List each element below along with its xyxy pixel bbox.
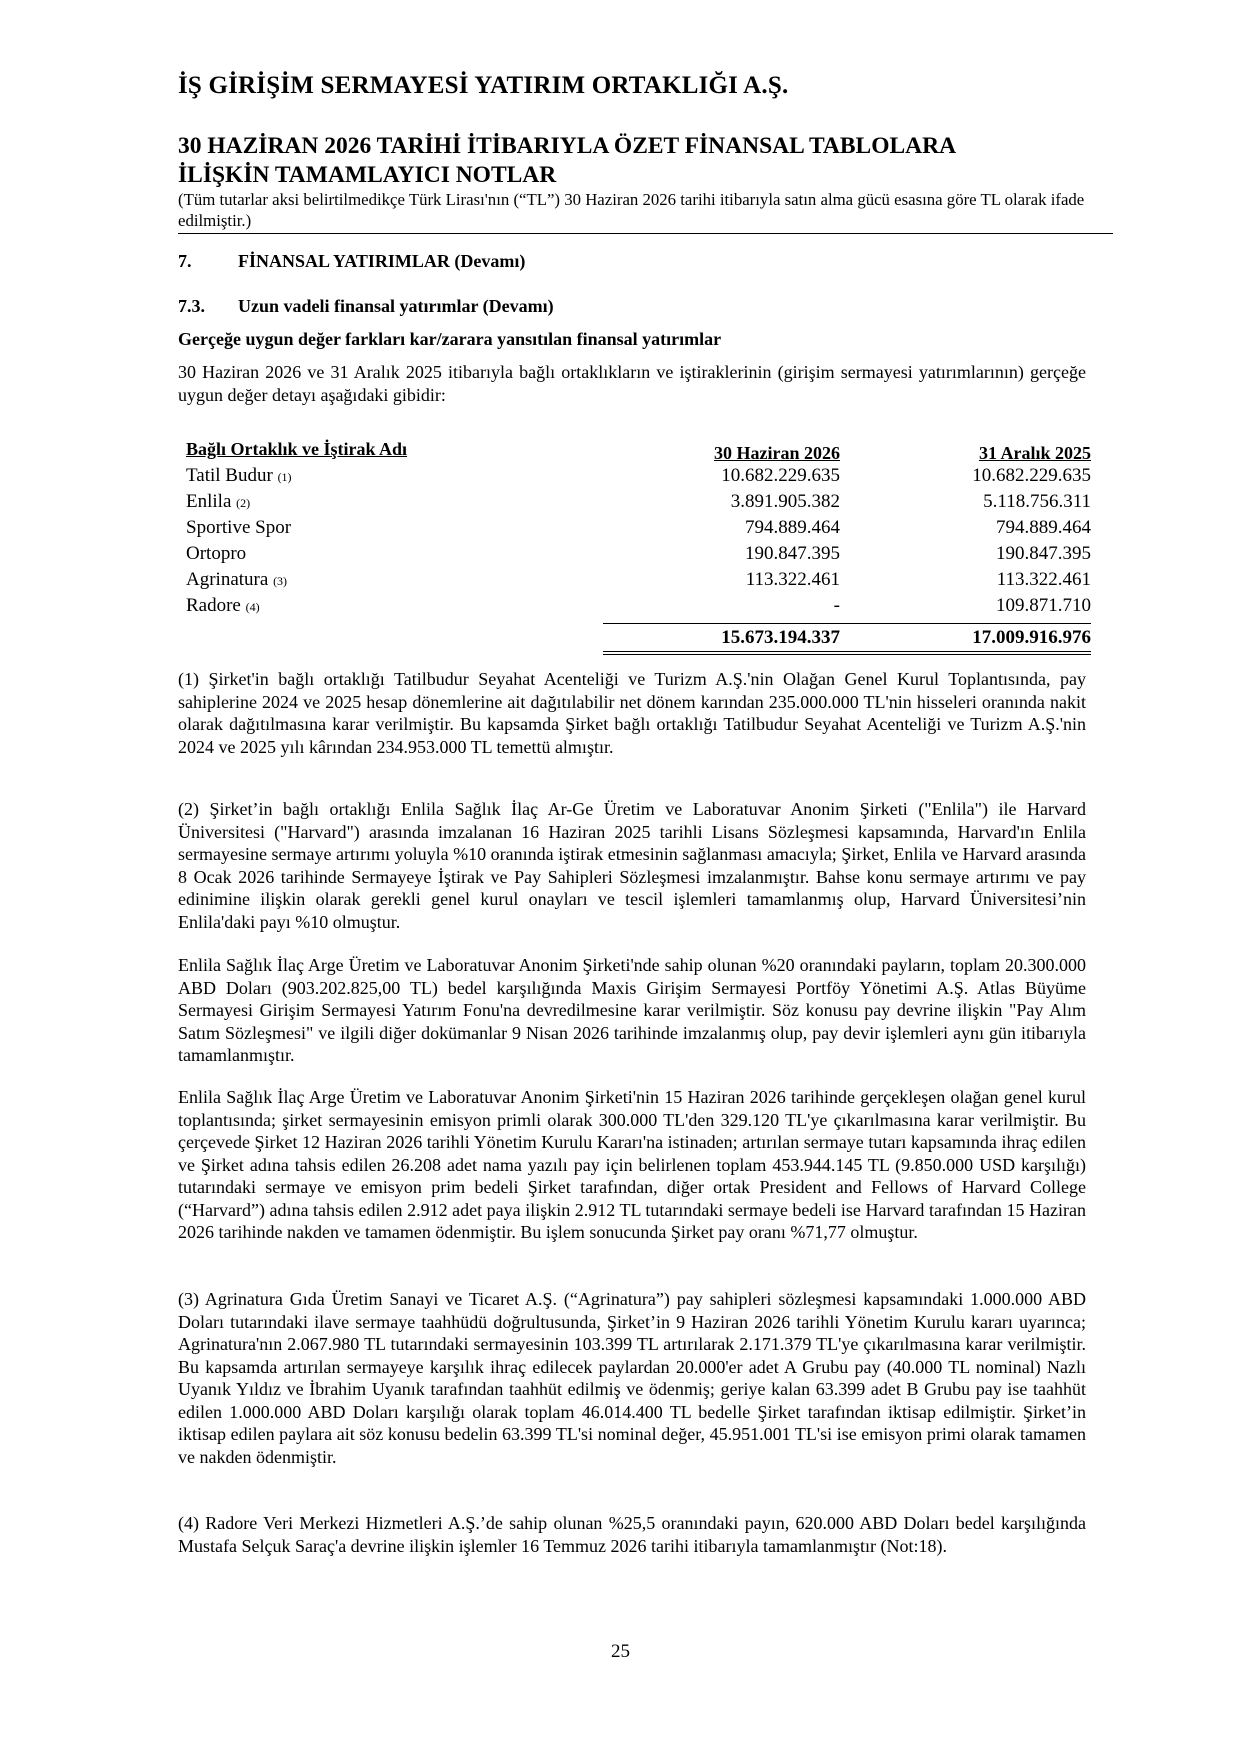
note-3: (3) Agrinatura Gıda Üretim Sanayi ve Ticaret A.Ş. (“Agrinatura”) pay sahipleri sözleşmesi kapsamındaki 1.000.000 ABD Doları tutarındaki ilave sermaye taahhüdü doğrultusunda, Şirket’in 9 Haziran 2026 tarihli Yönetim Kurulu kararı uyarınca; Agrinatura'nın 2.067.980 TL tutarındaki sermayesinin 103.399 TL artırılarak 2.171.379 TL'ye çıkarılmasına karar verilmiştir. Bu kapsamda artırılan sermayeye karşılık ihraç edilecek paylardan 20.000'er adet A Grubu pay (40.000 TL nominal) Nazlı Uyanık Yıldız ve İbrahim Uyanık tarafından taahhüt edilmiş ve ödenmiş; geriye kalan 63.399 adet B Grubu pay ise taahhüt edilen 1.000.000 ABD Doları karşılığı olarak toplam 46.014.400 TL bedelle Şirket tarafından iktisap edilmiştir. Şirket’in iktisap edilen paylara ait söz konusu bedelin 63.399 TL'si nominal değer, 45.951.001 TL'si ise emisyon primi olarak tamamen ve nakden ödenmiştir. xyxy=(178,1289,1086,1467)
value-2026: 190.847.395 xyxy=(745,543,840,564)
value-2026: 113.322.461 xyxy=(745,569,840,590)
value-2025: 5.118.756.311 xyxy=(983,491,1091,512)
company-name-cell: Sportive Spor xyxy=(186,517,292,538)
company-name-cell: Tatil Budur xyxy=(186,465,273,486)
note-4: (4) Radore Veri Merkezi Hizmetleri A.Ş.’de sahip olunan %25,5 oranındaki payın, 620.000 ABD Doları bedel karşılığında Mustafa Selçuk Saraç'a devrine ilişkin işlemler 16 Temmuz 2026 tarihi itibarıyla tamamlanmıştır (Not:18). xyxy=(178,1513,1086,1556)
report-title xyxy=(178,132,956,190)
footnote-ref: (2) xyxy=(236,496,251,510)
column-header-name: Bağlı Ortaklık ve İştirak Adı xyxy=(186,439,408,459)
value-2025: 109.871.710 xyxy=(996,595,1091,616)
value-2025: 794.889.464 xyxy=(996,517,1091,538)
value-2026: 3.891.905.382 xyxy=(730,491,840,512)
value-2026: 794.889.464 xyxy=(745,517,840,538)
table-row xyxy=(0,491,1241,517)
report-title-line1: 30 HAZİRAN 2026 TARİHİ İTİBARIYLA ÖZET FİNANSAL TABLOLARA xyxy=(178,133,957,159)
note-2-continued-1: Enlila Sağlık İlaç Arge Üretim ve Laboratuvar Anonim Şirketi'nde sahip olunan %20 oranındaki payların, toplam 20.300.000 ABD Doları (903.202.825,00 TL) bedel karşılığında Maxis Girişim Sermayesi Portföy Yönetimi A.Ş. Atlas Büyüme Sermayesi Girişim Sermayesi Yatırım Fonu'na devredilmesine karar verilmiştir. Söz konusu pay devrine ilişkin "Pay Alım Satım Sözleşmesi" ve ilgili diğer dokümanlar 9 Nisan 2026 tarihinde imzalanmış olup, pay devir işlemleri aynı gün itibarıyla tamamlanmıştır. xyxy=(178,955,1086,1065)
note-2: (2) Şirket’in bağlı ortaklığı Enlila Sağlık İlaç Ar-Ge Üretim ve Laboratuvar Anonim Şirketi ("Enlila") ile Harvard Üniversitesi ("Harvard") arasında imzalanan 16 Haziran 2025 tarihli Lisans Sözleşmesi kapsamında, Harvard'ın Enlila sermayesine sermaye artırımı yoluyla %10 oranında iştirak etmesinin sağlanması amacıyla; Şirket, Enlila ve Harvard arasında 8 Ocak 2026 tarihinde Sermayeye İştirak ve Pay Sahipleri Sözleşmesi imzalanmıştır. Bahse konu sermaye artırımı ve pay edinimine ilişkin olarak gerekli genel kurul onayları ve tescil işlemleri tamamlanmış olup, Harvard Üniversitesi’nin Enlila'daki payı %10 olmuştur. xyxy=(178,799,1086,932)
value-2025: 10.682.229.635 xyxy=(972,465,1091,486)
footnote-ref: (1) xyxy=(277,470,292,484)
value-2026: - xyxy=(833,595,840,616)
table-row xyxy=(0,569,1241,595)
column-header-2026: 30 Haziran 2026 xyxy=(714,443,840,463)
value-2026: 10.682.229.635 xyxy=(721,465,840,486)
subsection-title: Uzun vadeli finansal yatırımlar (Devamı) xyxy=(238,296,554,316)
company-name-cell: Radore xyxy=(186,595,241,616)
table-row xyxy=(0,543,1241,569)
header-divider xyxy=(178,233,1113,234)
subsection-number: 7.3. xyxy=(178,296,205,316)
footnote-ref: (4) xyxy=(245,600,260,614)
value-2025: 113.322.461 xyxy=(996,569,1091,590)
company-name: İŞ GİRİŞİM SERMAYESİ YATIRIM ORTAKLIĞI A.Ş. xyxy=(178,72,789,99)
total-top-rule xyxy=(603,623,1091,624)
total-double-rule-2 xyxy=(603,654,1091,655)
total-2026: 15.673.194.337 xyxy=(721,627,840,648)
value-2025: 190.847.395 xyxy=(996,543,1091,564)
total-double-rule-1 xyxy=(603,651,1091,652)
company-name-cell: Enlila xyxy=(186,491,232,512)
currency-note: (Tüm tutarlar aksi belirtilmedikçe Türk Lirası'nın (“TL”) 30 Haziran 2026 tarihi itibarıyla satın alma gücü esasına göre TL olarak ifade edilmiştir.) xyxy=(178,190,1085,230)
company-name-cell: Ortopro xyxy=(186,543,247,564)
table-row xyxy=(0,517,1241,543)
section-number: 7. xyxy=(178,251,192,271)
total-2025: 17.009.916.976 xyxy=(972,627,1091,648)
company-name-cell: Agrinatura xyxy=(186,569,269,590)
table-row xyxy=(0,595,1241,621)
page-number: 25 xyxy=(611,1641,630,1662)
subheading: Gerçeğe uygun değer farkları kar/zarara yansıtılan finansal yatırımlar xyxy=(178,329,722,349)
note-1: (1) Şirket'in bağlı ortaklığı Tatilbudur Seyahat Acenteliği ve Turizm A.Ş.'nin Olağan Genel Kurul Toplantısında, pay sahiplerine 2024 ve 2025 hesap dönemlerine ait dağıtılabilir net dönem karından 235.000.000 TL'nin hisseleri oranında nakit olarak dağıtılmasına karar verilmiştir. Bu kapsamda Şirket bağlı ortaklığı Tatilbudur Seyahat Acenteliği ve Turizm A.Ş.'nin 2024 ve 2025 yılı kârından 234.953.000 TL temettü almıştır. xyxy=(178,669,1086,757)
section-title: FİNANSAL YATIRIMLAR (Devamı) xyxy=(238,251,526,271)
intro-paragraph: 30 Haziran 2026 ve 31 Aralık 2025 itibarıyla bağlı ortaklıkların ve iştiraklerinin (girişim sermayesi yatırımlarının) gerçeğe uygun değer detayı aşağıdaki gibidir: xyxy=(178,362,1086,405)
note-2-continued-2: Enlila Sağlık İlaç Arge Üretim ve Laboratuvar Anonim Şirketi'nin 15 Haziran 2026 tarihinde gerçekleşen olağan genel kurul toplantısında; şirket sermayesinin emisyon primli olarak 300.000 TL'den 329.120 TL'ye çıkarılmasına karar verilmiştir. Bu çerçevede Şirket 12 Haziran 2026 tarihli Yönetim Kurulu Kararı'na istinaden; artırılan sermaye tutarı kapsamında ihraç edilen ve Şirket adına tahsis edilen 26.208 adet nama yazılı pay için belirlenen toplam 453.944.145 TL (9.850.000 USD karşılığı) tutarındaki sermaye ve emisyon prim bedeli Şirket tarafından, diğer ortak President and Fellows of Harvard College (“Harvard”) adına tahsis edilen 2.912 adet paya ilişkin 2.912 TL tutarındaki sermaye bedeli ise Harvard tarafından 15 Haziran 2026 tarihinde nakden ve tamamen ödenmiştir. Bu işlem sonucunda Şirket pay oranı %71,77 olmuştur. xyxy=(178,1087,1086,1242)
table-row xyxy=(0,465,1241,491)
footnote-ref: (3) xyxy=(273,574,288,588)
column-header-2025: 31 Aralık 2025 xyxy=(978,443,1091,463)
report-title-line2: İLİŞKİN TAMAMLAYICI NOTLAR xyxy=(178,162,557,188)
